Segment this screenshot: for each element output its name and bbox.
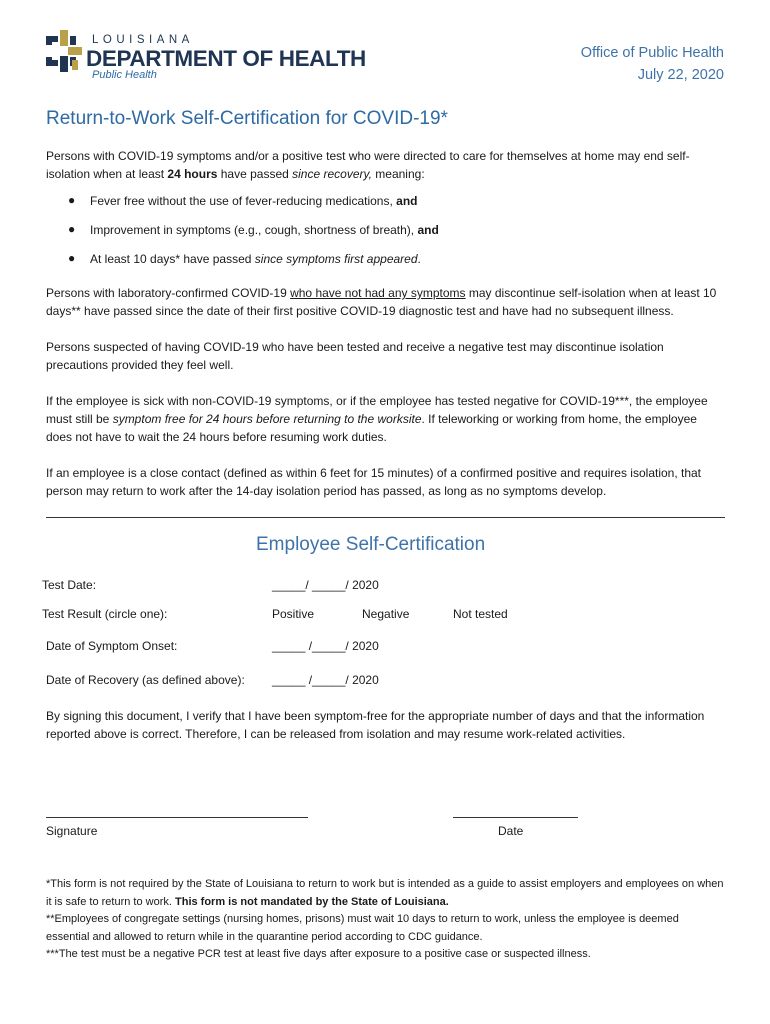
bullet-ten-days: At least 10 days* have passed since symptoms first appeared. — [90, 252, 421, 266]
document-date: July 22, 2020 — [637, 67, 724, 83]
footnote-2: **Employees of congregate settings (nursing homes, prisons) must wait 10 days to return to work, unless the employee is deemed essential and allowed to return while in the quarantine period according to CDC guidance. — [46, 913, 679, 943]
non-covid-sick-paragraph: If the employee is sick with non-COVID-19 symptoms, or if the employee has tested negative for COVID-19***, the employee must still be symptom free for 24 hours before returning to the worksite. If teleworking or working from home, the employee does not have to wait the 24 hours before resuming work duties. — [46, 394, 708, 444]
logo-department-name: DEPARTMENT OF HEALTH — [86, 46, 366, 71]
health-cross-logo-icon — [46, 30, 82, 72]
recovery-date-label: Date of Recovery (as defined above): — [46, 673, 245, 687]
section-title: Employee Self-Certification — [256, 534, 486, 555]
logo-state-name: LOUISIANA — [92, 34, 194, 46]
test-date-label: Test Date: — [42, 578, 97, 592]
signature-label: Signature — [46, 824, 98, 838]
option-positive[interactable]: Positive — [272, 607, 315, 621]
footnote-3: ***The test must be a negative PCR test at least five days after exposure to a positive case or suspected illness. — [46, 948, 591, 960]
test-date-field[interactable]: _____/ _____/ 2020 — [272, 578, 379, 592]
test-result-label: Test Result (circle one): — [42, 607, 168, 621]
option-negative[interactable]: Negative — [362, 607, 410, 621]
suspected-paragraph: Persons suspected of having COVID-19 who have been tested and receive a negative test may discontinue isolation precautions provided they feel well. — [46, 340, 664, 372]
bullet-fever-free: Fever free without the use of fever-reducing medications, and — [90, 194, 418, 208]
lab-confirmed-paragraph: Persons with laboratory-confirmed COVID-19 who have not had any symptoms may discontinue self-isolation when at least 10 days** have passed since the date of their first positive COVID-19 diagnostic test and have had no subsequent illness. — [46, 286, 717, 318]
date-line[interactable] — [453, 817, 578, 818]
bullet-dot: ● — [68, 222, 76, 236]
symptom-onset-label: Date of Symptom Onset: — [46, 639, 178, 653]
bullet-dot: ● — [68, 251, 76, 265]
recovery-date-field[interactable]: _____ /_____/ 2020 — [272, 673, 379, 687]
signature-line[interactable] — [46, 817, 308, 818]
footnote-1: *This form is not required by the State of Louisiana to return to work but is intended as a guide to assist employers and employees on when it is safe to return to work. This form is not mandated by the State of Louisiana. — [46, 878, 724, 908]
office-name: Office of Public Health — [580, 45, 724, 61]
intro-paragraph: Persons with COVID-19 symptoms and/or a positive test who were directed to care for themselves at home may end self-isolation when at least 24 hours have passed since recovery, meaning: — [46, 149, 690, 181]
bullet-dot: ● — [68, 193, 76, 207]
date-label: Date — [498, 824, 524, 838]
page-title: Return-to-Work Self-Certification for COVID-19* — [46, 108, 448, 129]
attestation-paragraph: By signing this document, I verify that I have been symptom-free for the appropriate number of days and that the information reported above is correct. Therefore, I can be released from isolation and may resume work-related activities. — [46, 709, 705, 741]
symptom-onset-field[interactable]: _____ /_____/ 2020 — [272, 639, 379, 653]
section-divider — [46, 517, 725, 518]
logo-subtitle: Public Health — [92, 69, 157, 81]
bullet-improvement: Improvement in symptoms (e.g., cough, shortness of breath), and — [90, 223, 439, 237]
option-not-tested[interactable]: Not tested — [453, 607, 508, 621]
close-contact-paragraph: If an employee is a close contact (defined as within 6 feet for 15 minutes) of a confirmed positive and requires isolation, that person may return to work after the 14-day isolation period has passed, as long as no symptoms develop. — [46, 466, 702, 498]
